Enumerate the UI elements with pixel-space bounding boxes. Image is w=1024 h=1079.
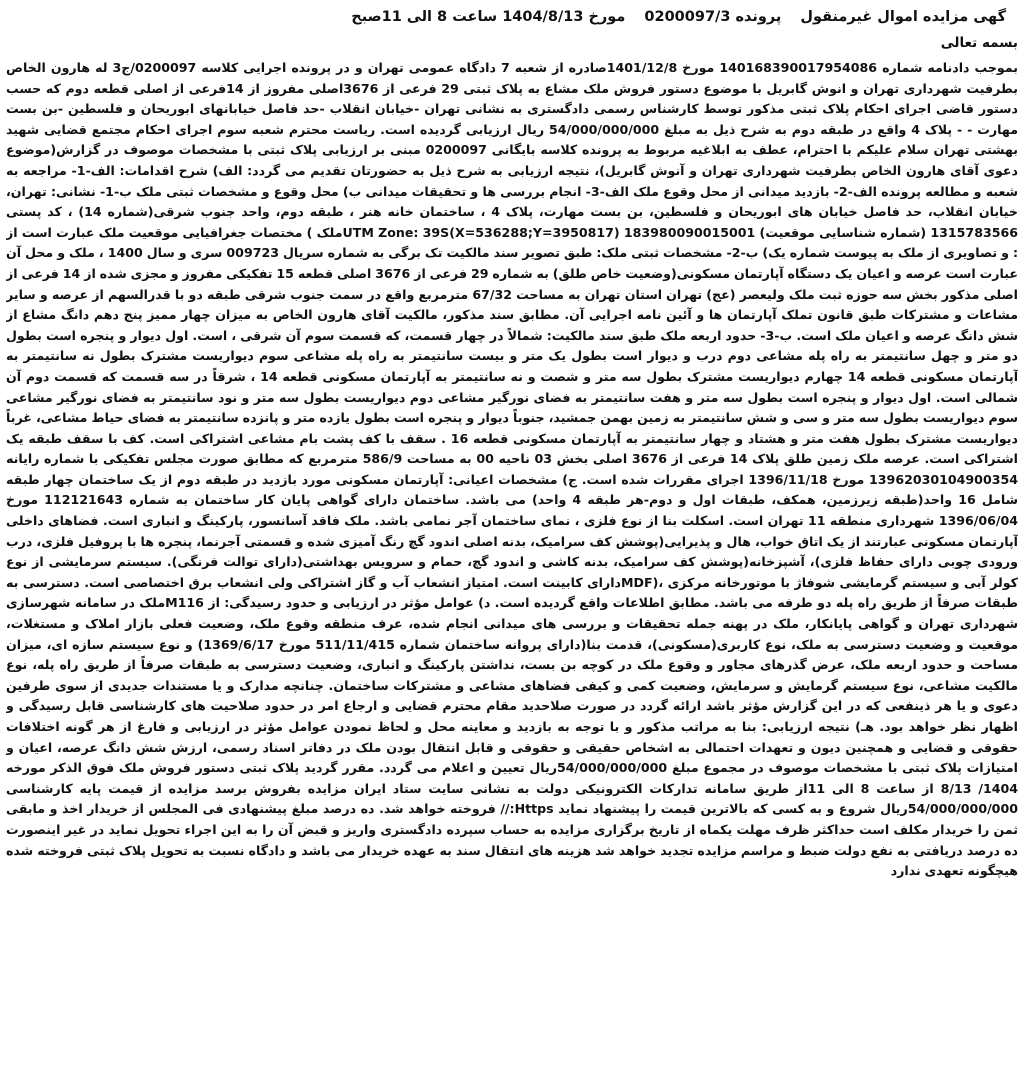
notice-header <box>6 4 1018 30</box>
basmala-heading: بسمه تعالی <box>940 35 1018 51</box>
auction-date-time: مورخ 1404/8/13 ساعت 8 الی 11صبح <box>351 9 626 25</box>
notice-body: بموجب دادنامه شماره 140168390017954086 مورخ 1401/12/8صادره از شعبه 7 دادگاه عمومی تهران و در پرونده اجرایی کلاسه 0200097/ج3 له هارون الخاص بطرفیت شهرداری تهران و انوش گابریل با موضوع دستور فروش ملک مشاع به پلاک ثبتی 29 فرعی از 3676اصلی مفروز از 14فرعی از اصلی قطعه دوم که حسب دستور قاضی اجرای احکام پلاک ثبتی مذکور توسط کارشناس رسمی دادگستری به نشانی تهران -خیابان انقلاب -حد فاصل خیابانهای ابوریحان و فلسطین -بن بست مهارت - - پلاک 4 واقع در طبقه دوم به شرح ذیل به مبلغ 54/000/000/000 ریال ارزیابی گردیده است. ریاست محترم شعبه سوم اجرای احکام مجتمع قضایی شهید بهشتی تهران سلام علیکم با احترام، عطف به ابلاغیه مربوط به پرونده کلاسه بایگانی 0200097 مبنی بر ارزیابی پلاک ثبتی با مشخصات موصوف در گزارش(موضوع دعوی آقای هارون الخاص بطرفیت شهرداری تهران و آنوش گابریل)، نتیجه ارزیابی به شرح ذیل به حضورتان تقدیم می گردد: الف) شرح اقدامات: الف-1- مراجعه به شعبه و مطالعه پرونده الف-2- بازدید میدانی از محل وقوع ملک الف-3- انجام بررسی ها و تحقیقات میدانی ب) محل وقوع و مشخصات ثبتی ملک ب-1- نشانی: تهران، خیابان انقلاب، حد فاصل خیابان های ابوریحان و فلسطین، بن بست مهارت، پلاک 4 ، ساختمان خانه هنر ، طبقه دوم، واحد جنوب شرقی(شماره 14) ، کد پستی 1315783566 (شماره شناسایی موقعیت) UTM Zone: 39S(X=536288;Y=3950817) 183980090015001ملک ) مختصات جغرافیایی موقعیت ملک عبارت است از : و تصاویری از ملک به پیوست شماره یک) ب-2- مشخصات ثبتی ملک: طبق تصویر سند مالکیت تک برگی به شماره سریال 009723 سری و سال 1400 ، ملک و محل آن عبارت است عرصه و اعیان یک دستگاه آپارتمان مسکونی(وضعیت خاص طلق) به شماره 29 فرعی از 3676 اصلی قطعه 15 تفکیکی مفروز و مجزی شده از 14 فرعی از اصلی مذکور بخش سه حوزه ثبت ملک ولیعصر (عج) تهران استان تهران به مساحت 67/32 مترمربع واقع در سمت جنوب شرقی طبقه دو با قدرالسهم از عرصه و سایر مشاعات و مشترکات طبق قانون تملک آپارتمان ها و آئین نامه اجرایی آن. مطابق سند مذکور، مالکیت آقای هارون الخاص به میزان چهار ممیز پنج دهم دانگ مشاع از شش دانگ عرصه و اعیان ملک است. ب-3- حدود اربعه ملک طبق سند مالکیت: شمالاً در چهار قسمت، که قسمت سوم آن شرقی ، است. اول دیوار و پنجره است بطول دو متر و چهل سانتیمتر به راه پله مشاعی دوم درب و دیوار است بطول یک متر و بیست سانتیمتر به راه پله مشاعی سوم دیواریست مشترک بطول نه سانتیمتر به آپارتمان مسکونی قطعه 14 چهارم دیواریست مشترک بطول سه متر و شصت و نه سانتیمتر به آپارتمان مسکونی قطعه 14 ، شرقاً در سه قسمت که قسمت دوم آن شمالی است. اول دیوار و پنجره است بطول سه متر و هفت سانتیمتر به فضای نورگیر مشاعی دوم دیواریست بطول سه متر و نود سانتیمتر به فضای نورگیر مشاعی سوم دیواریست بطول سه متر و سی و شش سانتیمتر به زمین بهمن جمشید، جنوباً دیوار و پنجره است بطول یازده متر و پانزده سانتیمتر به فضای حیاط مشاعی، غرباً دیواریست مشترک بطول هفت متر و هشتاد و چهار سانتیمتر به آپارتمان مسکونی قطعه 16 . سقف با کف پشت بام مشاعی اشتراکی است. کف با سقف طبقه یک اشتراکی است. عرصه ملک زمین طلق پلاک 14 فرعی از 3676 اصلی بخش 03 ناحیه 00 به مساحت 586/9 مترمربع که مطابق صورت مجلس تفکیکی با شماره رایانه 13962030104900354 مورخ 1396/11/18 اجرای مقررات شده است. ج) مشخصات اعیانی: آپارتمان مسکونی مورد بازدید در طبقه دوم از یک ساختمان چهار طبقه شامل 16 واحد(طبقه زیرزمین، همکف، طبقات اول و دوم-هر طبقه 4 واحد) می باشد. ساختمان دارای گواهی پایان کار ساختمان به شماره 112121643 مورخ 1396/06/04 شهرداری منطقه 11 تهران است. اسکلت بنا از نوع فلزی ، نمای ساختمان آجر نمامی باشد. ملک فاقد آسانسور، پارکینگ و انباری است. فضاهای داخلی آپارتمان مسکونی عبارتند از یک اتاق خواب، هال و پذیرایی(پوشش کف سرامیک، بدنه اصلی اندود گچ رنگ آمیزی شده و قسمتی آجرنما، پنجره ها با پروفیل فلزی، درب ورودی چوبی دارای حفاظ فلزی)، آشپزخانه(پوشش کف سرامیک، بدنه کاشی و اندود گچ، حمام و سرویس بهداشتی(دارای توالت فرنگی). سیستم سرمایشی از نوع کولر آبی و سیستم گرمایشی شوفاژ با موتورخانه مرکزی ،(MDFدارای کابینت است. امتیاز انشعاب آب و گاز اشتراکی ولی انشعاب برق اختصاصی است. دسترسی به طبقات صرفاً از طریق راه پله دو طرفه می باشد. مطابق اطلاعات واقع گردیده است. د) عوامل مؤثر در ارزیابی و حدود رسیدگی: از M116ملک در سامانه شهرسازی شهرداری تهران و گواهی پایانکار، ملک در پهنه جمله تحقیقات و بررسی های میدانی انجام شده، عرف منطقه وقوع ملک، وضعیت فعلی بازار املاک و مستغلات، موقعیت و وضعیت دسترسی به ملک، نوع کاربری(مسکونی)، قدمت بنا(دارای پروانه ساختمان شماره 511/11/415 مورخ 1369/6/17) و نوع سیستم سازه ای، میزان مساحت و حدود اربعه ملک، عرض گذرهای مجاور و وقوع ملک در کوچه بن بست، نداشتن پارکینگ و انباری، وضعیت دسترسی به طبقات صرفاً از طریق راه پله، نوع مالکیت مشاعی، نوع سیستم گرمایش و سرمایش، وضعیت کمی و کیفی فضاهای مشاعی و مشترکات ساختمان. چنانچه مدارک و یا مستندات جدیدی از سوی طرفین دعوی و یا هر ذینفعی که در این گزارش مؤثر باشد ارائه گردد در صورت صلاحدید مقام محترم قضایی و ارجاع امر در حدود صلاحیت های کارشناسی قابل رسیدگی و اظهار نظر خواهد بود. هـ) نتیجه ارزیابی: بنا به مراتب مذکور و با توجه به بازدید و معاینه محل و لحاظ نمودن عوامل مؤثر در ارزیابی و فارغ از هر گونه اختلافات حقوقی و قضایی و همچنین دیون و تعهدات احتمالی به اشخاص حقیقی و حقوقی و قابل انتقال بودن ملک در دفاتر اسناد رسمی، ارزش شش دانگ عرصه، اعیان و امتیازات پلاک ثبتی با مشخصات موصوف در مجموع مبلغ 54/000/000/000ریال تعیین و اعلام می گردد. مقرر گردید پلاک ثبتی دستور فروش ملک فوق الذکر مورخه 1404/ 8/13 از ساعت 8 الی 11از طریق سامانه تدارکات الکترونیکی دولت به نشانی سایت ستاد ایران مزایده بفروش برسد مزایده از قیمت پایه کارشناسی 54/000/000/000ریال شروع و به کسی که بالاترین قیمت را پیشنهاد نماید Https:// فروخته خواهد شد. ده درصد مبلغ پیشنهادی فی المجلس از خریدار اخذ و مابقی ثمن را خریدار مکلف است حداکثر ظرف مهلت یکماه از تاریخ برگزاری مزایده به حساب سپرده دادگستری واریز و قبض آن را به این اجراء تحویل نماید در غیر اینصورت ده درصد دریافتی به نفع دولت ضبط و مراسم مزایده تجدید خواهد شد هزینه های انتقال سند به عهده خریدار می باشد و دادگاه نسبت به تحویل پلاک ثبتی فروخته شده هیچگونه تعهدی ندارد <box>6 60 1018 879</box>
notice-title: گهی مزایده اموال غیرمنقول <box>800 9 1006 25</box>
case-number: پرونده 0200097/3 <box>644 9 782 25</box>
